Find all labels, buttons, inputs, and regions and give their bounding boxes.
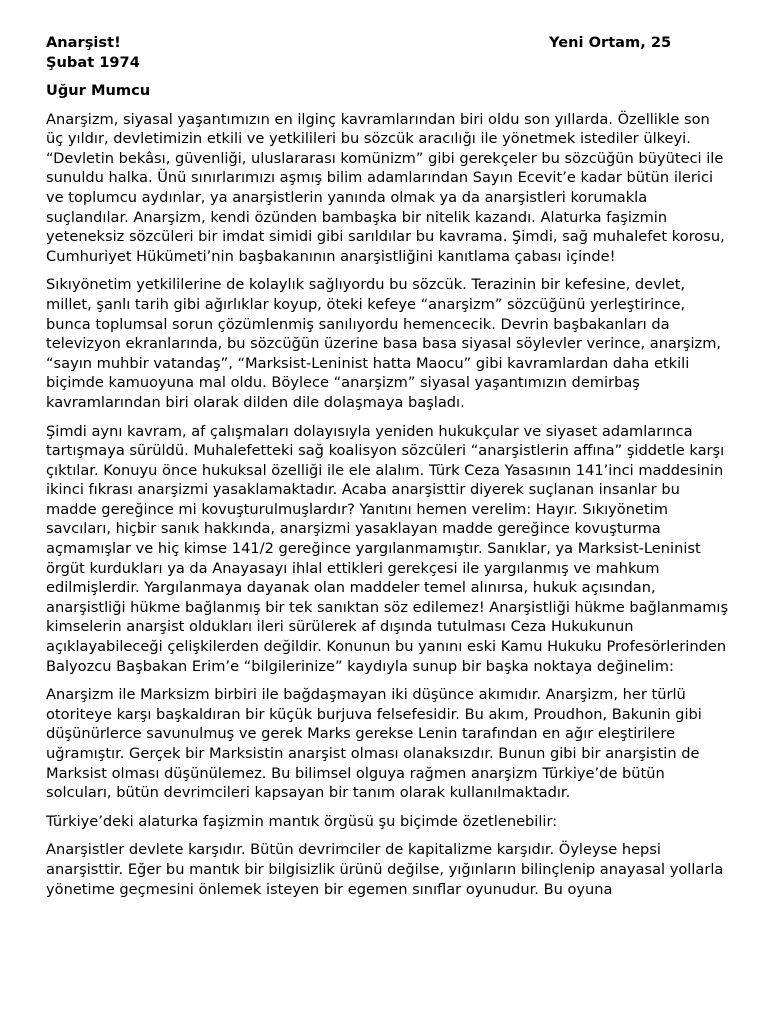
article-title: Anarşist!: [46, 34, 121, 51]
article-page: [46, 33, 730, 908]
body-paragraph-1: Anarşizm, siyasal yaşantımızın en ilginç kavramlarından biri oldu son yıllarda. Özellikle son üç yıldır, devletimizin etkili ve yetkilileri bu sözcük aracılığı ile yönetmek istediler ülkeyi. “Devletin bekâsı, güvenliği, uluslararası komünizm” gibi gerekçeler bu sözcüğün büyüteci ile sunuldu halka. Ünü sınırlarımızı aşmış bilim adamlarından Sayın Ecevit’e kadar bütün ilerici ve toplumcu aydınlar, ya anarşistlerin yanında olmak ya da anarşistleri korumakla suçlandılar. Anarşizm, kendi özünden bambaşka bir nitelik kazandı. Alaturka faşizmin yeteneksiz sözcüleri bir imdat simidi gibi sarıldılar bu kavrama. Şimdi, sağ muhalefet korosu, Cumhuriyet Hükümeti’nin başbakanının anarşistliğini kanıtlama çabası içinde!: [46, 110, 725, 265]
article-author: Uğur Mumcu: [46, 82, 151, 99]
body-paragraph-5: Türkiye’deki alaturka faşizmin mantık örgüsü şu biçimde özetlenebilir:: [46, 812, 558, 830]
article-header: [46, 33, 730, 72]
publication-source: Yeni Ortam, 25: [549, 34, 672, 51]
body-paragraph-4: Anarşizm ile Marksizm birbiri ile bağdaşmayan iki düşünce akımıdır. Anarşizm, her türlü otoriteye karşı başkaldıran bir küçük burjuva felsefesidir. Bu akım, Proudhon, Bakunin gibi düşünürlerce savunulmuş ve gerek Marks gerekse Lenin tarafından en ağır eleştirilere uğramıştır. Gerçek bir Marksistin anarşist olması olanaksızdır. Bunun gibi bir anarşistin de Marksist olması düşünülemez. Bu bilimsel olguya rağmen anarşizm Türkiye’de bütün solcuları, bütün devrimcileri kapsayan bir tanım olarak kullanılmaktadır.: [46, 686, 702, 802]
publication-date: Şubat 1974: [46, 54, 140, 71]
body-paragraph-3: Şimdi aynı kavram, af çalışmaları dolayısıyla yeniden hukukçular ve siyaset adamlarınca tartışmaya sürüldü. Muhalefetteki sağ koalisyon sözcüleri “anarşistlerin affına” şiddetle karşı çıktılar. Konuyu önce hukuksal özelliği ile ele alalım. Türk Ceza Yasasının 141’inci maddesinin ikinci fıkrası anarşizmi yasaklamaktadır. Acaba anarşisttir diyerek suçlanan insanlar bu madde gereğince mi kovuşturulmuşlardır? Yanıtını hemen verelim: Hayır. Sıkıyönetim savcıları, hiçbir sanık hakkında, anarşizmi yasaklayan madde gereğince kovuşturma açmamışlar ve hiç kimse 141/2 gereğince yargılanmamıştır. Sanıklar, ya Marksist-Leninist örgüt kurdukları ya da Anayasayı ihlal ettikleri gerekçesi ile yargılanmış ve mahkum edilmişlerdir. Yargılanmaya dayanak olan maddeler temel alınırsa, hukuk açısından, anarşistliği hükme bağlanmış bir tek sanıktan söz edilemez! Anarşistliği hükme bağlanmamış kimselerin anarşist oldukları ileri sürülerek af dışında tutulması Ceza Hukukunun açıklayabileceği çelişkilerden değildir. Konunun bu yanını eski Kamu Hukuku Profesörlerinden Balyozcu Başbakan Erim’e “bilgilerinize” kaydıyla sunup bir başka noktaya değinelim:: [46, 422, 729, 675]
body-paragraph-2: Sıkıyönetim yetkililerine de kolaylık sağlıyordu bu sözcük. Terazinin bir kefesine, devlet, millet, şanlı tarih gibi ağırlıklar koyup, öteki kefeye “anarşizm” sözcüğünü yerleştirince, bunca toplumsal sorun çözümlenmiş sanılıyordu hemencecik. Devrin başbakanları da televizyon ekranlarında, bu sözcüğün üzerine basa basa siyasal söylevler verince, anarşizm, “sayın muhbir vatandaş”, “Marksist-Leninist hatta Maocu” gibi kavramlardan daha etkili biçimde kamuoyuna mal oldu. Böylece “anarşizm” siyasal yaşantımızın demirbaş kavramlarından biri olarak dilden dile dolaşmaya başladı.: [46, 276, 722, 411]
body-paragraph-6: Anarşistler devlete karşıdır. Bütün devrimciler de kapitalizme karşıdır. Öyleyse hepsi anarşisttir. Eğer bu mantık bir bilgisizlik ürünü değilse, yığınların bilinçlenip anayasal yollarla yönetime geçmesini önlemek isteyen bir egemen sınıflar oyunudur. Bu oyuna: [46, 841, 724, 898]
